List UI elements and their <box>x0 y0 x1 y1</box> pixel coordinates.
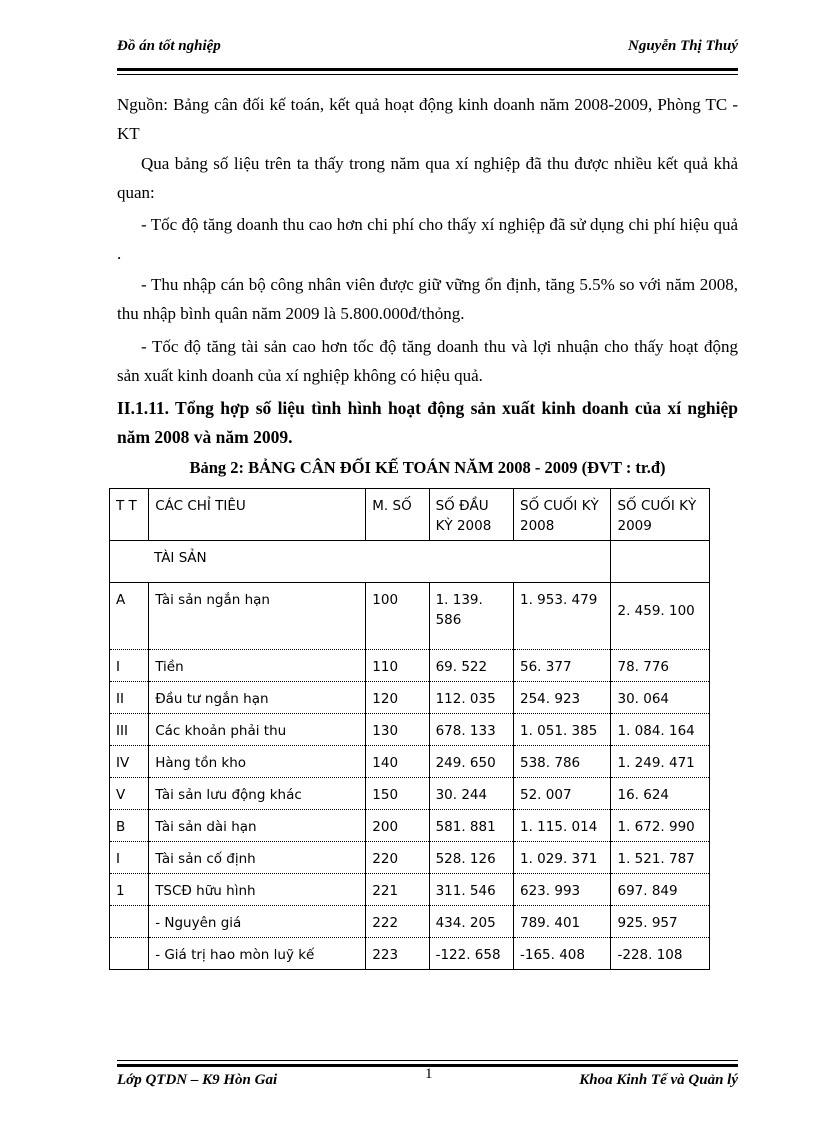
row-indicator-cell: TSCĐ hữu hình <box>149 874 366 906</box>
table-row <box>110 714 710 746</box>
row-code-cell: 130 <box>366 714 429 746</box>
header-cell-begin-2008: SỐ ĐẦU KỲ 2008 <box>429 489 513 541</box>
header-cell-code: M. SỐ <box>366 489 429 541</box>
header-project-title: Đồ án tốt nghiệp <box>117 38 221 54</box>
footer-class: Lớp QTDN – K9 Hòn Gai <box>117 1072 278 1088</box>
row-end-2009-cell: 1. 672. 990 <box>611 810 710 842</box>
table-row <box>110 583 710 650</box>
row-begin-2008-cell: 434. 205 <box>429 906 513 938</box>
table-caption: Bảng 2: BẢNG CÂN ĐỐI KẾ TOÁN NĂM 2008 - 2009 (ĐVT : tr.đ) <box>189 458 666 477</box>
row-end-2008-cell: 538. 786 <box>514 746 611 778</box>
row-indicator-cell: Các khoản phải thu <box>149 714 366 746</box>
table-row <box>110 874 710 906</box>
row-index-cell: 1 <box>110 874 149 906</box>
page-footer <box>117 1068 738 1092</box>
table-header-row <box>110 489 710 541</box>
header-rule-thin <box>117 74 738 75</box>
row-end-2009-cell: 2. 459. 100 <box>611 583 710 650</box>
row-code-cell: 110 <box>366 650 429 682</box>
paragraph-summary: Qua bảng số liệu trên ta thấy trong năm qua xí nghiệp đã thu được nhiều kết quả khả quan: <box>117 154 738 202</box>
row-end-2009-cell: 16. 624 <box>611 778 710 810</box>
section-heading: II.1.11. Tổng hợp số liệu tình hình hoạt động sản xuất kinh doanh của xí nghiệp năm 2008 và năm 2009. <box>117 398 738 447</box>
row-indicator-cell: - Nguyên giá <box>149 906 366 938</box>
row-end-2009-cell: 78. 776 <box>611 650 710 682</box>
row-index-cell: A <box>110 583 149 650</box>
row-end-2008-cell: 56. 377 <box>514 650 611 682</box>
row-end-2009-cell: 1. 084. 164 <box>611 714 710 746</box>
row-code-cell: 221 <box>366 874 429 906</box>
row-indicator-cell: Tài sản ngắn hạn <box>149 583 366 650</box>
table-row <box>110 938 710 970</box>
row-end-2009-cell: -228. 108 <box>611 938 710 970</box>
table-row <box>110 650 710 682</box>
row-end-2008-cell: 1. 051. 385 <box>514 714 611 746</box>
row-indicator-cell: Đầu tư ngắn hạn <box>149 682 366 714</box>
row-indicator-cell: Tiền <box>149 650 366 682</box>
row-code-cell: 200 <box>366 810 429 842</box>
footer-faculty: Khoa Kinh Tế và Quản lý <box>579 1072 738 1088</box>
row-index-cell: IV <box>110 746 149 778</box>
row-begin-2008-cell: 311. 546 <box>429 874 513 906</box>
row-indicator-cell: Tài sản dài hạn <box>149 810 366 842</box>
row-code-cell: 220 <box>366 842 429 874</box>
header-rule-thick <box>117 68 738 71</box>
row-indicator-cell: Tài sản cố định <box>149 842 366 874</box>
row-begin-2008-cell: 249. 650 <box>429 746 513 778</box>
row-code-cell: 150 <box>366 778 429 810</box>
row-index-cell: I <box>110 842 149 874</box>
row-indicator-cell: Tài sản lưu động khác <box>149 778 366 810</box>
row-index-cell: B <box>110 810 149 842</box>
row-code-cell: 100 <box>366 583 429 650</box>
row-end-2009-cell: 30. 064 <box>611 682 710 714</box>
balance-sheet-table <box>109 488 710 970</box>
section-label: TÀI SẢN <box>110 541 611 583</box>
row-begin-2008-cell: 581. 881 <box>429 810 513 842</box>
row-end-2009-cell: 697. 849 <box>611 874 710 906</box>
page-header <box>117 38 738 58</box>
row-indicator-cell: Hàng tồn kho <box>149 746 366 778</box>
row-begin-2008-cell: 112. 035 <box>429 682 513 714</box>
row-index-cell <box>110 938 149 970</box>
row-begin-2008-cell: 69. 522 <box>429 650 513 682</box>
row-end-2008-cell: 52. 007 <box>514 778 611 810</box>
row-begin-2008-cell: 528. 126 <box>429 842 513 874</box>
row-end-2008-cell: 1. 029. 371 <box>514 842 611 874</box>
row-end-2008-cell: -165. 408 <box>514 938 611 970</box>
row-begin-2008-cell: 678. 133 <box>429 714 513 746</box>
row-index-cell: III <box>110 714 149 746</box>
table-row <box>110 682 710 714</box>
paragraph-income: - Thu nhập cán bộ công nhân viên được giữ vững ổn định, tăng 5.5% so với năm 2008, thu nhập bình quân năm 2009 là 5.800.000đ/thỏng. <box>117 275 738 323</box>
row-begin-2008-cell: 1. 139. 586 <box>429 583 513 650</box>
row-code-cell: 140 <box>366 746 429 778</box>
row-indicator-cell: - Giá trị hao mòn luỹ kế <box>149 938 366 970</box>
row-code-cell: 222 <box>366 906 429 938</box>
row-end-2009-cell: 1. 249. 471 <box>611 746 710 778</box>
row-code-cell: 223 <box>366 938 429 970</box>
paragraph-revenue: - Tốc độ tăng doanh thu cao hơn chi phí cho thấy xí nghiệp đã sử dụng chi phí hiệu quả . <box>117 215 738 263</box>
section-row <box>110 541 710 583</box>
row-end-2008-cell: 1. 115. 014 <box>514 810 611 842</box>
table-row <box>110 906 710 938</box>
source-note: Nguồn: Bảng cân đối kế toán, kết quả hoạt động kinh doanh năm 2008-2009, Phòng TC - KT <box>117 95 738 143</box>
row-end-2008-cell: 623. 993 <box>514 874 611 906</box>
table-row <box>110 842 710 874</box>
page-number: 1 <box>425 1066 433 1082</box>
table-row <box>110 810 710 842</box>
row-end-2008-cell: 254. 923 <box>514 682 611 714</box>
footer-rule-thin <box>117 1060 738 1061</box>
row-code-cell: 120 <box>366 682 429 714</box>
row-index-cell <box>110 906 149 938</box>
row-end-2009-cell: 925. 957 <box>611 906 710 938</box>
row-end-2008-cell: 1. 953. 479 <box>514 583 611 650</box>
row-index-cell: II <box>110 682 149 714</box>
row-index-cell: V <box>110 778 149 810</box>
row-end-2009-cell: 1. 521. 787 <box>611 842 710 874</box>
table-row <box>110 778 710 810</box>
header-author-name: Nguyễn Thị Thuý <box>627 38 738 54</box>
row-begin-2008-cell: -122. 658 <box>429 938 513 970</box>
header-cell-tt: T T <box>110 489 149 541</box>
table-row <box>110 746 710 778</box>
header-cell-end-2008: SỐ CUỐI KỲ 2008 <box>514 489 611 541</box>
row-end-2008-cell: 789. 401 <box>514 906 611 938</box>
row-index-cell: I <box>110 650 149 682</box>
header-cell-end-2009: SỐ CUỐI KỲ 2009 <box>611 489 710 541</box>
paragraph-assets: - Tốc độ tăng tài sản cao hơn tốc độ tăng doanh thu và lợi nhuận cho thấy hoạt động sản xuất kinh doanh của xí nghiệp không có hiệu quả. <box>117 337 738 385</box>
header-cell-indicator: CÁC CHỈ TIÊU <box>149 489 366 541</box>
section-empty-cell <box>611 541 710 583</box>
row-begin-2008-cell: 30. 244 <box>429 778 513 810</box>
